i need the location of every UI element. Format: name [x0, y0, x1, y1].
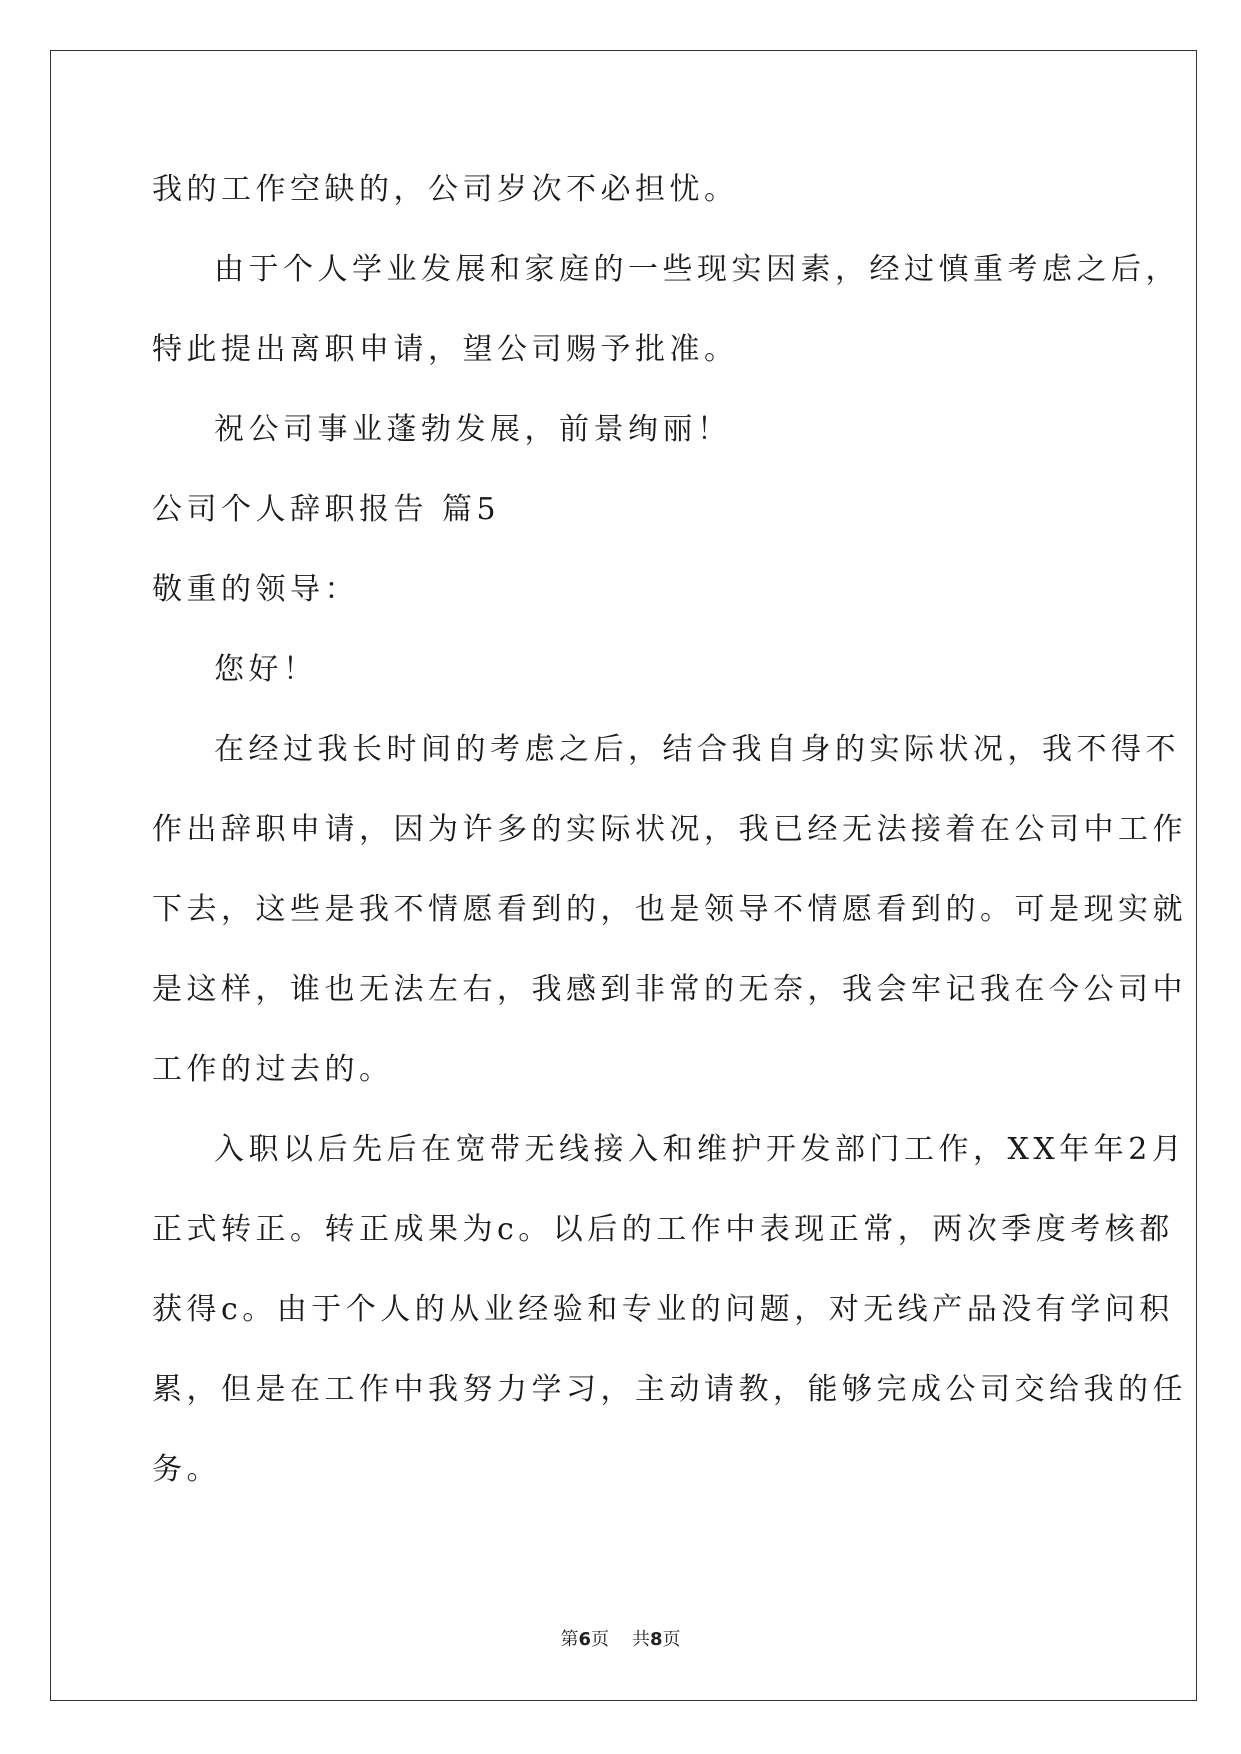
footer-page-current: 6	[578, 1629, 592, 1650]
text-line-13: 入职以后先后在宽带无线接入和维护开发部门工作，XX年年2月	[214, 1132, 1187, 1167]
text-line-12: 工作的过去的。	[152, 1052, 394, 1087]
text-line-10: 下去，这些是我不情愿看到的，也是领导不情愿看到的。可是现实就	[152, 892, 1187, 927]
footer-page-prefix: 第	[560, 1629, 579, 1650]
footer-page-suffix: 页	[591, 1629, 610, 1650]
text-line-11: 是这样，谁也无法左右，我感到非常的无奈，我会牢记我在今公司中	[152, 972, 1187, 1007]
footer-total-suffix: 页	[662, 1629, 681, 1650]
page-footer	[0, 1628, 1241, 1652]
greeting: 您好！	[214, 652, 318, 687]
text-line-15: 获得c。由于个人的从业经验和专业的问题，对无线产品没有学问积	[152, 1292, 1174, 1327]
section-heading: 公司个人辞职报告 篇5	[152, 492, 501, 527]
text-line-4: 祝公司事业蓬勃发展，前景绚丽！	[214, 412, 732, 447]
text-line-14: 正式转正。转正成果为c。以后的工作中表现正常，两次季度考核都	[152, 1212, 1174, 1247]
footer-page-total: 8	[649, 1629, 663, 1650]
text-line-8: 在经过我长时间的考虑之后，结合我自身的实际状况，我不得不	[214, 732, 1180, 767]
salutation: 敬重的领导：	[152, 572, 359, 607]
text-line-1: 我的工作空缺的，公司岁次不必担忧。	[152, 172, 739, 207]
page-border	[50, 50, 1197, 1701]
footer-total-prefix: 共	[631, 1629, 650, 1650]
text-line-2: 由于个人学业发展和家庭的一些现实因素，经过慎重考虑之后，	[214, 252, 1180, 287]
text-line-9: 作出辞职申请，因为许多的实际状况，我已经无法接着在公司中工作	[152, 812, 1187, 847]
text-line-16: 累，但是在工作中我努力学习，主动请教，能够完成公司交给我的任	[152, 1372, 1187, 1407]
text-line-17: 务。	[152, 1452, 221, 1487]
text-line-3: 特此提出离职申请，望公司赐予批准。	[152, 332, 739, 367]
